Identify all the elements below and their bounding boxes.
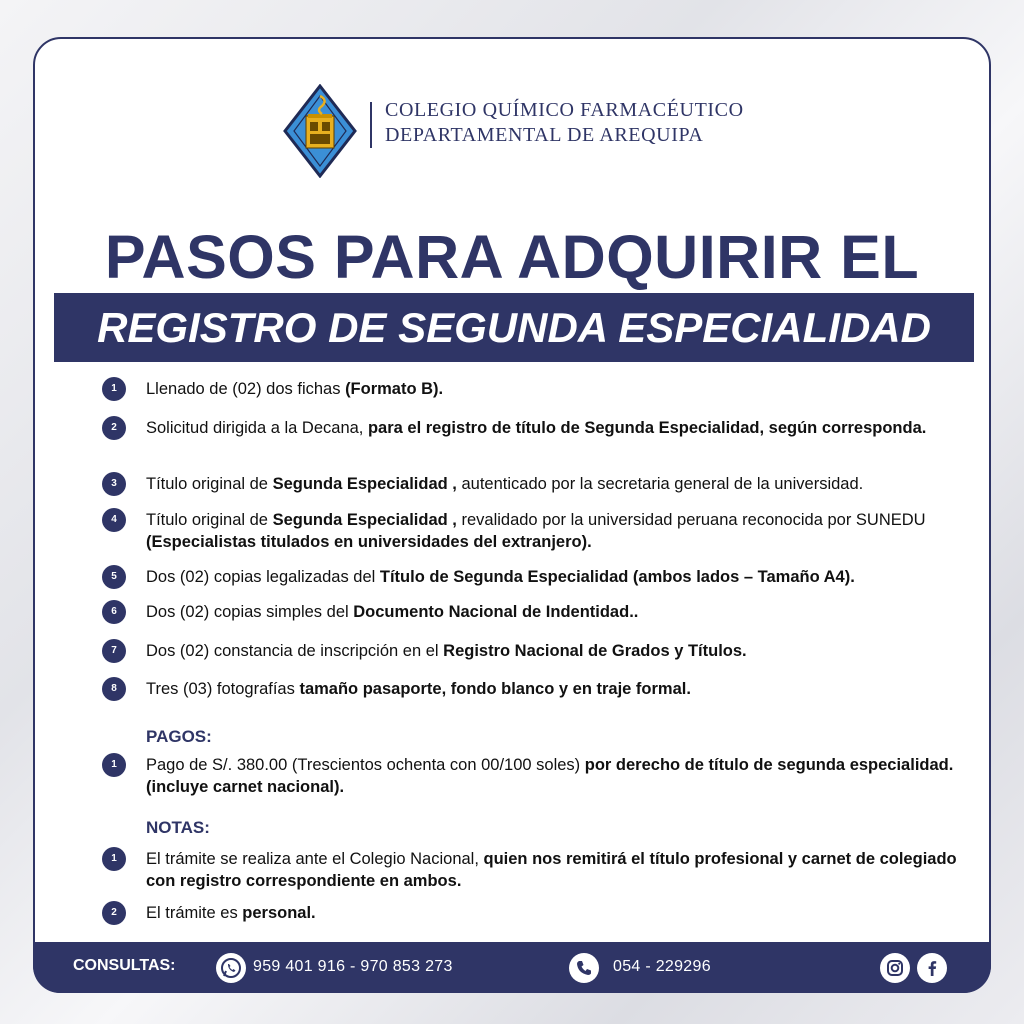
whatsapp-numbers: 959 401 916 - 970 853 273 (253, 958, 453, 975)
step-text-bold: (Formato B). (345, 380, 444, 398)
step-number-badge: 5 (102, 565, 126, 589)
step-text-regular: Tres (03) fotografías (146, 680, 300, 698)
notas-heading: NOTAS: (146, 818, 210, 837)
instagram-icon[interactable] (880, 953, 910, 983)
step-text (146, 848, 966, 892)
header-divider (370, 102, 372, 148)
step-number-badge: 6 (102, 600, 126, 624)
step-text (146, 640, 966, 662)
step-text (146, 509, 966, 553)
step-text-bold: (Especialistas titulados en universidades del extranjero). (146, 533, 592, 551)
step-number-badge: 2 (102, 901, 126, 925)
step-text-regular: El trámite es (146, 904, 243, 922)
page-title: PASOS PARA ADQUIRIR EL (104, 223, 920, 291)
pagos-heading: PAGOS: (146, 727, 212, 746)
step-text-regular: El trámite se realiza ante el Colegio Nacional, (146, 850, 484, 868)
step-number-badge: 2 (102, 416, 126, 440)
step-text-bold: Título de Segunda Especialidad (ambos lados – Tamaño A4). (379, 568, 855, 586)
step-text (146, 566, 966, 588)
step-text-regular: Pago de S/. 380.00 (Trescientos ochenta con 00/100 soles) (146, 756, 585, 774)
step-text-regular: Dos (02) constancia de inscripción en el (146, 642, 444, 660)
whatsapp-icon[interactable] (216, 953, 246, 983)
step-text-regular: autenticado por la secretaria general de la universidad. (456, 475, 864, 493)
step-text (146, 678, 966, 700)
step-text-bold: tamaño pasaporte, fondo blanco y en traje formal. (299, 680, 691, 698)
step-text-bold: personal. (242, 904, 316, 922)
step-text (146, 417, 966, 439)
step-text-bold: quien nos remitirá el título profesional y carnet de colegiado con registro correspondiente en ambos. (146, 850, 957, 890)
step-number-badge: 4 (102, 508, 126, 532)
step-number-badge: 1 (102, 847, 126, 871)
org-name-line2: DEPARTAMENTAL DE AREQUIPA (385, 124, 704, 146)
step-text-bold: Segunda Especialidad , (272, 475, 457, 493)
step-number-badge: 8 (102, 677, 126, 701)
step-text-regular: Título original de (146, 475, 273, 493)
step-text-bold: Segunda Especialidad , (272, 511, 457, 529)
org-name-line1: COLEGIO QUÍMICO FARMACÉUTICO (385, 99, 744, 121)
header (283, 84, 743, 178)
step-number-badge: 3 (102, 472, 126, 496)
step-text (146, 378, 966, 400)
step-text-regular: revalidado por la universidad peruana reconocida por SUNEDU (456, 511, 926, 529)
step-text-regular: Llenado de (02) dos fichas (146, 380, 346, 398)
college-logo (283, 84, 357, 178)
facebook-icon[interactable] (917, 953, 947, 983)
step-text (146, 601, 966, 623)
step-text-bold: por derecho de título de segunda especialidad. (incluye carnet nacional). (146, 756, 954, 796)
footer-bar (33, 942, 991, 993)
step-text-bold: Registro Nacional de Grados y Títulos. (443, 642, 747, 660)
step-text-bold: Documento Nacional de Indentidad.. (353, 603, 639, 621)
step-text (146, 754, 966, 798)
step-text-bold: para el registro de título de Segunda Especialidad, según corresponda. (367, 419, 927, 437)
step-text-regular: Título original de (146, 511, 273, 529)
step-number-badge: 1 (102, 753, 126, 777)
step-text-regular: Solicitud dirigida a la Decana, (146, 419, 368, 437)
consultas-label: CONSULTAS: (73, 957, 176, 974)
step-number-badge: 7 (102, 639, 126, 663)
phone-number: 054 - 229296 (613, 958, 711, 975)
phone-icon[interactable] (569, 953, 599, 983)
step-text (146, 902, 966, 924)
step-text-regular: Dos (02) copias simples del (146, 603, 354, 621)
page-subtitle-banner: REGISTRO DE SEGUNDA ESPECIALIDAD (54, 293, 974, 362)
step-text-regular: Dos (02) copias legalizadas del (146, 568, 380, 586)
step-number-badge: 1 (102, 377, 126, 401)
step-text (146, 473, 966, 495)
